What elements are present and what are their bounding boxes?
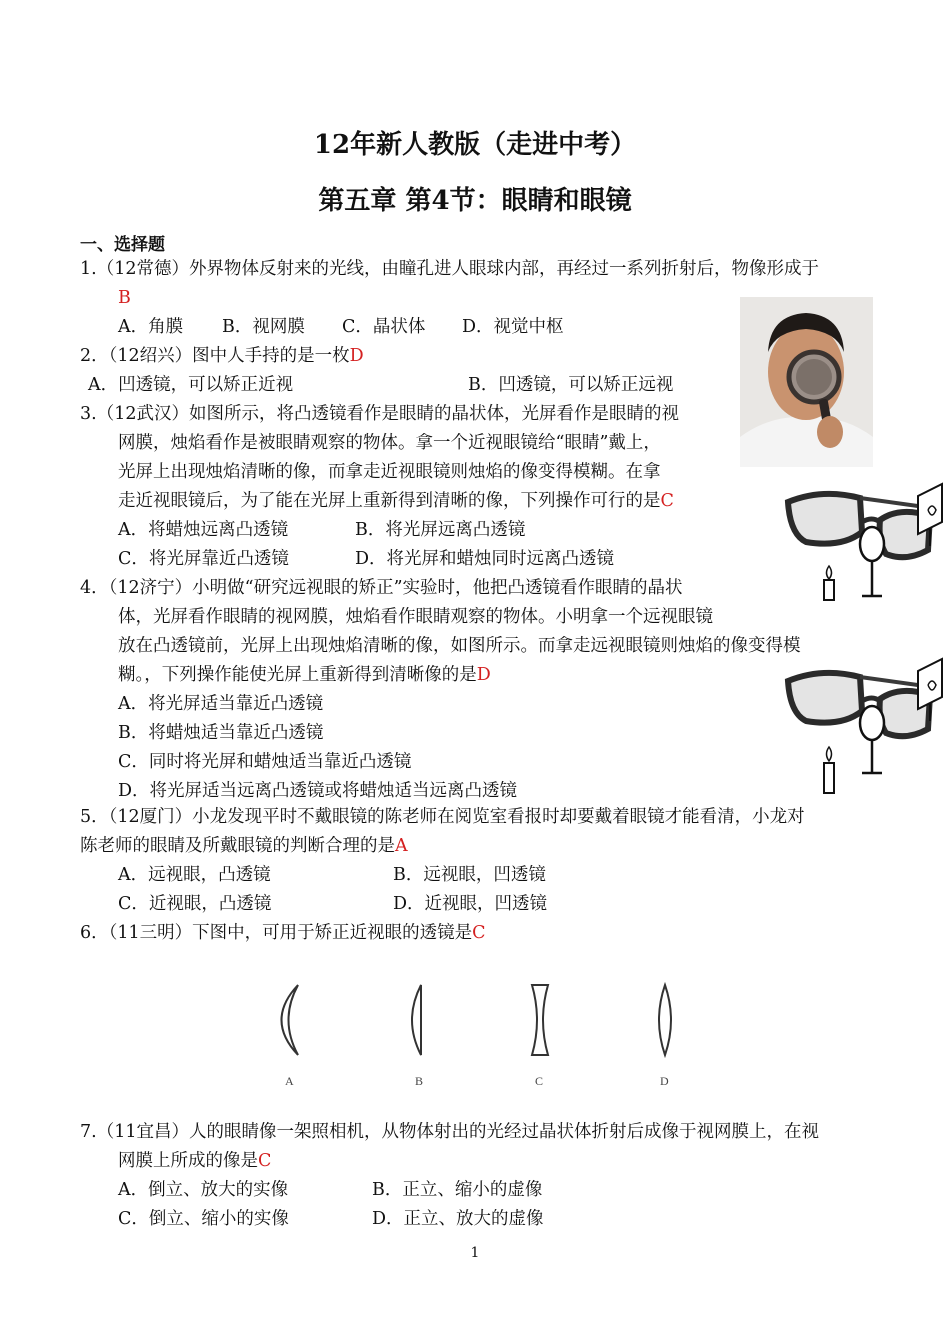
q7-line-1: 7.（11宜昌）人的眼睛像一架照相机，从物体射出的光经过晶状体折射后成像于视网膜上，在视 (80, 1122, 819, 1142)
q1-option-b: B．视网膜 (222, 317, 305, 337)
lens-label-c: C (535, 1074, 544, 1088)
glasses-experiment-figure (782, 482, 950, 604)
q5-option-c: C．近视眼，凸透镜 (118, 894, 272, 914)
q3-line-2: 网膜，烛焰看作是被眼睛观察的物体。拿一个近视眼镜给“眼睛”戴上， (118, 433, 661, 453)
q4-line-4 (118, 664, 491, 686)
q3-option-b: B．将光屏远离凸透镜 (355, 520, 526, 540)
q5-line-1: 5．（12厦门）小龙发现平时不戴眼镜的陈老师在阅览室看报时却要戴着眼镜才能看清，小龙对 (80, 807, 805, 827)
q2-stem-text: 2．（12绍兴）图中人手持的是一枚 (80, 346, 350, 366)
magnifier-photo (740, 297, 873, 467)
q7-option-c: C．倒立、缩小的实像 (118, 1209, 289, 1229)
lens-options-figure (255, 975, 685, 1095)
q4-line-1: 4．（12济宁）小明做“研究远视眼的矫正”实验时，他把凸透镜看作眼睛的晶状 (80, 578, 683, 598)
q3-line-4 (118, 490, 674, 512)
q3-line-1: 3.（12武汉）如图所示，将凸透镜看作是眼睛的晶状体，光屏看作是眼睛的视 (80, 404, 679, 424)
q5-line-2-text: 陈老师的眼睛及所戴眼镜的判断合理的是 (80, 836, 395, 856)
page-title: 12年新人教版（走进中考） (313, 130, 637, 160)
q4-answer: D (476, 665, 491, 685)
q7-answer: C (258, 1151, 272, 1171)
lens-label-d: D (660, 1074, 669, 1088)
q3-answer: C (660, 491, 674, 511)
q1-option-d: D．视觉中枢 (462, 317, 564, 337)
q4-line-2: 体，光屏看作眼睛的视网膜，烛焰看作眼睛观察的物体。小明拿一个远视眼镜 (118, 607, 713, 627)
q4-line-3: 放在凸透镜前，光屏上出现烛焰清晰的像，如图所示。而拿走远视眼镜则烛焰的像变得模 (118, 636, 801, 656)
q7-option-d: D．正立、放大的虚像 (372, 1209, 544, 1229)
q2-option-a: A．凹透镜，可以矫正近视 (88, 375, 294, 395)
q6-stem (80, 922, 486, 944)
q1-option-a: A．角膜 (118, 317, 184, 337)
q3-option-d: D．将光屏和蜡烛同时远离凸透镜 (355, 549, 615, 569)
q5-answer: A (395, 836, 408, 856)
q5-option-a: A．远视眼，凸透镜 (118, 865, 271, 885)
q2-option-b: B．凹透镜，可以矫正远视 (468, 375, 674, 395)
q4-line-4-text: 糊。，下列操作能使光屏上重新得到清晰像的是 (118, 665, 477, 685)
q4-option-d: D．将光屏适当远离凸透镜或将蜡烛适当远离凸透镜 (118, 781, 518, 801)
page-number: 1 (470, 1245, 480, 1261)
q4-option-b: B．将蜡烛适当靠近凸透镜 (118, 723, 324, 743)
q3-option-a: A．将蜡烛远离凸透镜 (118, 520, 289, 540)
q7-option-a: A．倒立、放大的实像 (118, 1180, 289, 1200)
q6-stem-text: 6．（11三明）下图中，可用于矫正近视眼的透镜是 (80, 923, 473, 943)
q7-line-2 (118, 1150, 271, 1172)
q5-option-b: B．远视眼，凹透镜 (393, 865, 546, 885)
q1-stem: 1.（12常德）外界物体反射来的光线，由瞳孔进人眼球内部，再经过一系列折射后，物像形成于 (80, 259, 819, 279)
q2-stem (80, 345, 364, 367)
page-subtitle: 第五章 第4节：眼睛和眼镜 (318, 186, 632, 216)
q4-option-c: C．同时将光屏和蜡烛适当靠近凸透镜 (118, 752, 412, 772)
q2-answer: D (349, 346, 364, 366)
q4-option-a: A．将光屏适当靠近凸透镜 (118, 694, 324, 714)
q3-line-3: 光屏上出现烛焰清晰的像，而拿走近视眼镜则烛焰的像变得模糊。在拿 (118, 462, 661, 482)
lens-label-a: A (285, 1074, 294, 1088)
q1-answer: B (118, 288, 131, 308)
q6-answer: C (472, 923, 486, 943)
q7-line-2-text: 网膜上所成的像是 (118, 1151, 258, 1171)
q1-option-c: C．晶状体 (342, 317, 426, 337)
glasses-experiment-figure (782, 655, 950, 797)
q3-option-c: C．将光屏靠近凸透镜 (118, 549, 289, 569)
lens-label-b: B (415, 1074, 424, 1088)
q5-line-2 (80, 835, 408, 857)
section-heading: 一、选择题 (80, 235, 165, 255)
q7-option-b: B．正立、缩小的虚像 (372, 1180, 543, 1200)
q3-line-4-text: 走近视眼镜后，为了能在光屏上重新得到清晰的像，下列操作可行的是 (118, 491, 661, 511)
q5-option-d: D．近视眼，凹透镜 (393, 894, 548, 914)
